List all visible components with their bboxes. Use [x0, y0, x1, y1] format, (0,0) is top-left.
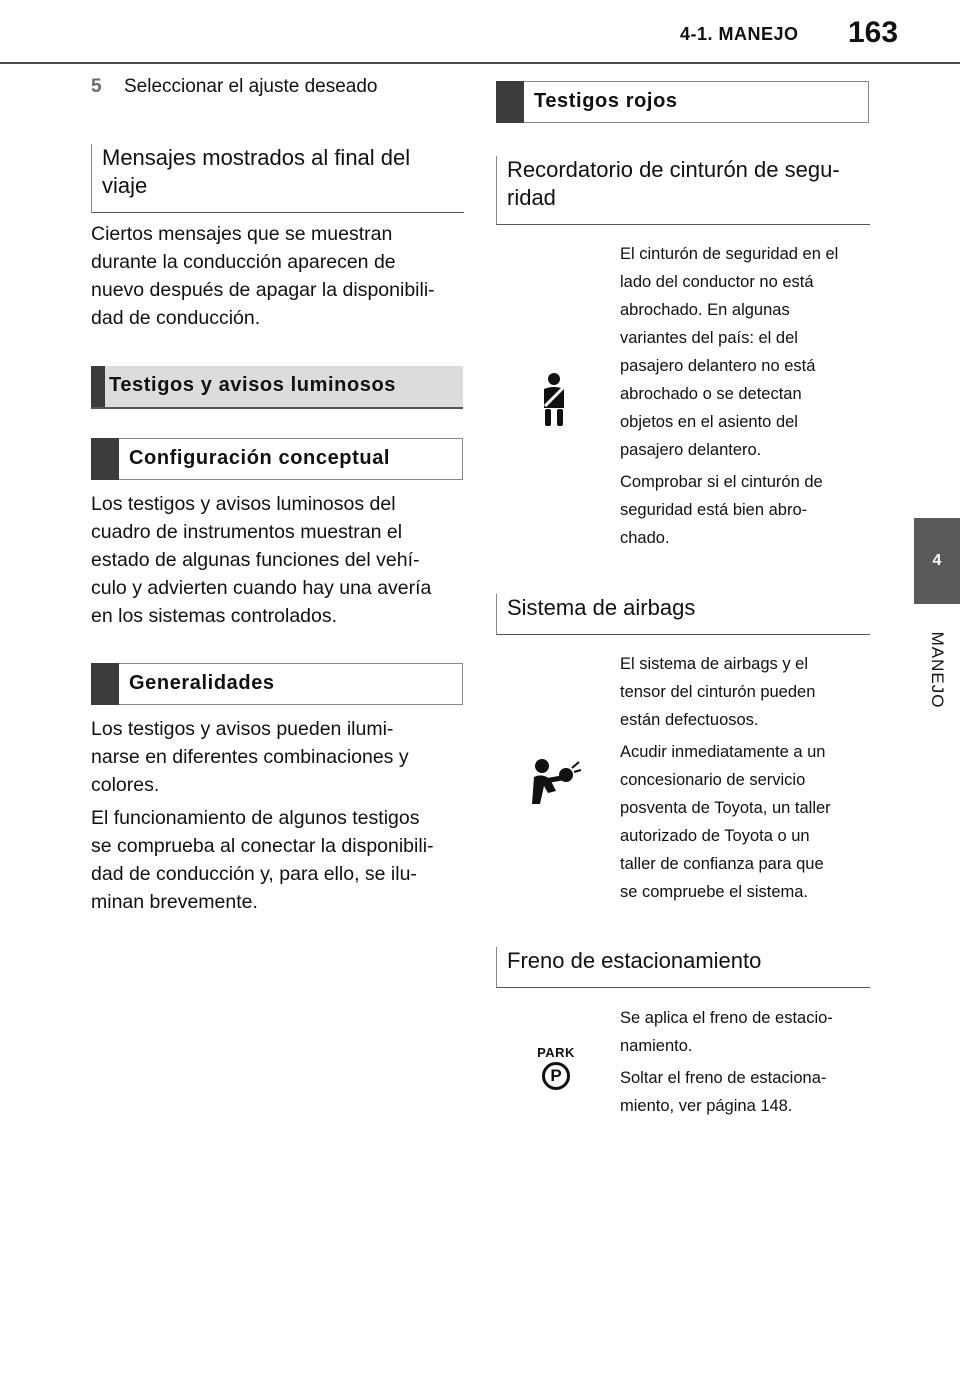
- page-number: 163: [848, 16, 899, 49]
- general-paragraph-1: [91, 715, 466, 799]
- text-line: Los testigos y avisos pueden ilumi-: [91, 718, 394, 740]
- general-paragraph-2: [91, 804, 466, 916]
- entry-title-line-1: Recordatorio de cinturón de segu-: [507, 157, 840, 182]
- heading-marker: [91, 366, 105, 408]
- park-label: PARK: [537, 1045, 575, 1060]
- step-text: Seleccionar el ajuste deseado: [124, 76, 378, 97]
- entry-title-parking-brake: [496, 947, 870, 988]
- text-line: se comprueba al conectar la disponibili-: [91, 835, 434, 857]
- heading-marker: [91, 438, 119, 480]
- heading-red-lights: [496, 81, 869, 123]
- text-line: dad de conducción y, para ello, se ilu-: [91, 863, 417, 885]
- text-line: abrochado. En algunas: [620, 301, 790, 319]
- text-line: abrochado o se detectan: [620, 385, 802, 403]
- park-circle-letter: P: [542, 1062, 570, 1090]
- text-line: Soltar el freno de estaciona-: [620, 1069, 827, 1087]
- entry-title-line-1: Sistema de airbags: [507, 595, 696, 620]
- section-title-line-2: viaje: [102, 173, 148, 198]
- entry-title-airbags: [496, 594, 870, 635]
- text-line: El cinturón de seguridad en el: [620, 245, 839, 263]
- text-line: se compruebe el sistema.: [620, 883, 809, 901]
- text-line: chado.: [620, 529, 670, 547]
- text-line: Se aplica el freno de estacio-: [620, 1009, 833, 1027]
- text-line: colores.: [91, 774, 160, 796]
- parking-brake-action: [620, 1064, 870, 1120]
- text-line: El sistema de airbags y el: [620, 655, 809, 673]
- text-line: tensor del cinturón pueden: [620, 683, 816, 701]
- text-line: variantes del país: el del: [620, 329, 798, 347]
- entry-title-seatbelt: [496, 156, 870, 225]
- text-line: pasajero delantero.: [620, 441, 762, 459]
- text-line: El funcionamiento de algunos testigos: [91, 807, 420, 829]
- text-line: culo y advierten cuando hay una avería: [91, 577, 432, 599]
- heading-underline: [91, 407, 463, 409]
- parking-brake-description: [620, 1004, 870, 1060]
- text-line: miento, ver página 148.: [620, 1097, 793, 1115]
- text-line: nuevo después de apagar la disponibili-: [91, 279, 435, 301]
- text-line: narse en diferentes combinaciones y: [91, 746, 409, 768]
- trip-messages-paragraph: [91, 220, 466, 332]
- text-line: dad de conducción.: [91, 307, 261, 329]
- airbags-action: [620, 738, 870, 906]
- header-rule: [0, 62, 960, 64]
- text-line: namiento.: [620, 1037, 693, 1055]
- text-line: concesionario de servicio: [620, 771, 806, 789]
- text-line: taller de confianza para que: [620, 855, 824, 873]
- seatbelt-icon: [536, 372, 572, 428]
- entry-title-line-1: Freno de estacionamiento: [507, 948, 762, 973]
- step-number: 5: [91, 76, 102, 97]
- concept-paragraph: [91, 490, 466, 630]
- chapter-tab: 4: [914, 518, 960, 604]
- park-brake-icon: [536, 1046, 576, 1088]
- section-title-line-1: Mensajes mostrados al final del: [102, 145, 411, 170]
- entry-title-line-2: ridad: [507, 185, 556, 210]
- text-line: estado de algunas funciones del vehí-: [91, 549, 420, 571]
- seatbelt-action: [620, 468, 870, 552]
- text-line: Los testigos y avisos luminosos del: [91, 493, 396, 515]
- subheading-text: Generalidades: [129, 672, 275, 694]
- text-line: minan brevemente.: [91, 891, 258, 913]
- seatbelt-description: [620, 240, 870, 464]
- text-line: lado del conductor no está: [620, 273, 814, 291]
- running-header-section: 4-1. MANEJO: [680, 24, 799, 44]
- text-line: autorizado de Toyota o un: [620, 827, 810, 845]
- text-line: objetos en el asiento del: [620, 413, 798, 431]
- subheading-general: [91, 663, 463, 705]
- main-heading-warning-lights: [91, 366, 463, 408]
- text-line: están defectuosos.: [620, 711, 759, 729]
- text-line: pasajero delantero no está: [620, 357, 816, 375]
- airbag-icon: [528, 758, 582, 808]
- heading-text: Testigos rojos: [534, 90, 678, 112]
- heading-marker: [496, 81, 524, 123]
- text-line: cuadro de instrumentos muestran el: [91, 521, 403, 543]
- airbags-description: [620, 650, 870, 734]
- heading-marker: [91, 663, 119, 705]
- section-title-trip-messages: [91, 144, 464, 213]
- text-line: Ciertos mensajes que se muestran: [91, 223, 393, 245]
- text-line: posventa de Toyota, un taller: [620, 799, 831, 817]
- chapter-tab-label: MANEJO: [928, 631, 947, 709]
- text-line: Comprobar si el cinturón de: [620, 473, 823, 491]
- text-line: durante la conducción aparecen de: [91, 251, 396, 273]
- subheading-concept: [91, 438, 463, 480]
- subheading-text: Configuración conceptual: [129, 447, 391, 469]
- text-line: en los sistemas controlados.: [91, 605, 338, 627]
- text-line: Acudir inmediatamente a un: [620, 743, 826, 761]
- main-heading-text: Testigos y avisos luminosos: [109, 374, 397, 396]
- text-line: seguridad está bien abro-: [620, 501, 808, 519]
